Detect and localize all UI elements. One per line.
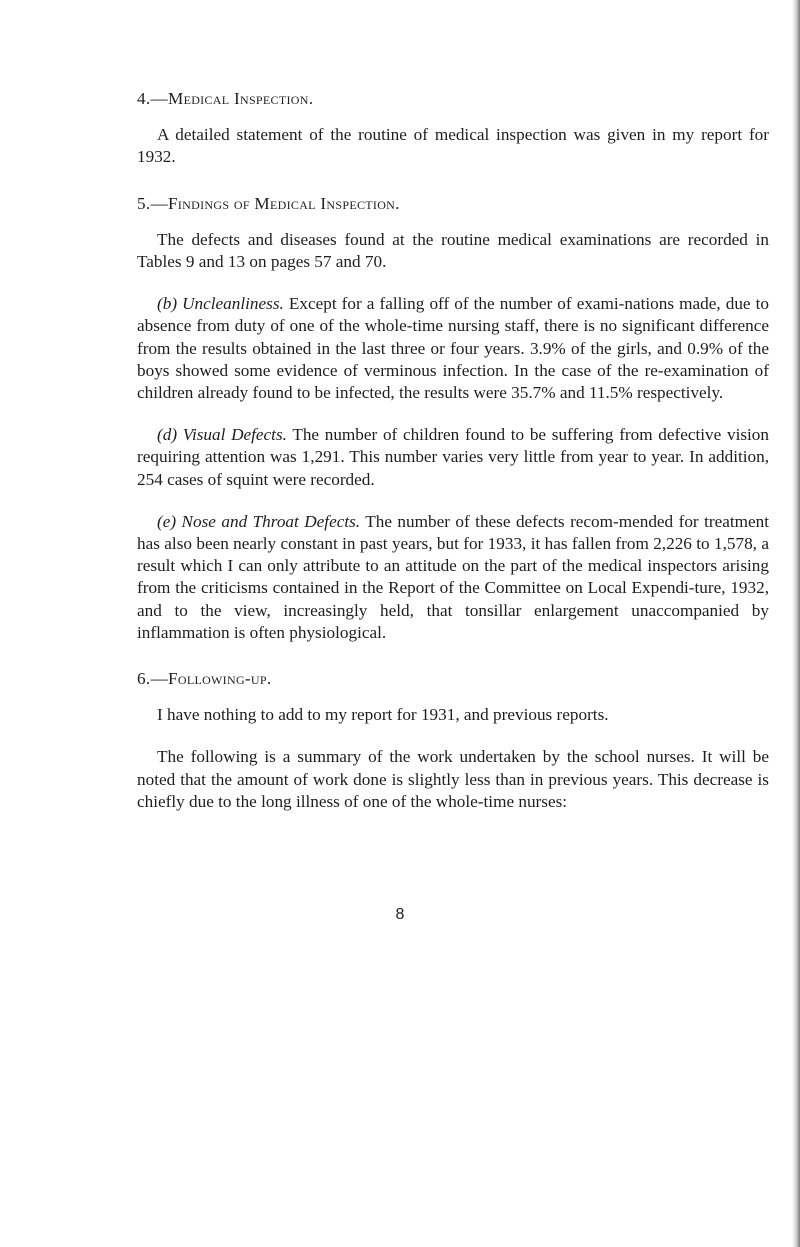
section-4-number: 4. bbox=[137, 89, 151, 108]
uncleanliness-paragraph bbox=[137, 293, 769, 404]
section-6-heading bbox=[137, 668, 769, 690]
section-6-dash: — bbox=[150, 669, 168, 689]
section-4-dash: — bbox=[150, 89, 168, 108]
nose-throat-paragraph bbox=[137, 511, 769, 644]
page-content bbox=[137, 88, 769, 813]
nose-throat-title: Nose and Throat Defects. bbox=[181, 511, 361, 531]
nose-throat-label: (e) bbox=[157, 511, 177, 531]
visual-defects-text: The number of children found to be suffering from defective vision requiring attention was 1,291. This number varies very little from year to year. In addition, 254 cases of squint were recorded. bbox=[137, 425, 769, 489]
page-number: 8 bbox=[395, 906, 405, 923]
section-5-number: 5. bbox=[137, 193, 151, 213]
section-6-paragraph-2: The following is a summary of the work undertaken by the school nurses. It will be noted that the amount of work done is slightly less than in previous years. This decrease is chiefly due to the long illness of one of the whole-time nurses: bbox=[137, 747, 769, 811]
nose-throat-text: The number of these defects recom-mended for treatment has also been nearly constant in past years, but for 1933, it has fallen from 2,226 to 1,578, a result which I can only attribute to an attitude on the part of the medical inspectors arising from the criticisms contained in the Report of the Committee on Local Expendi-ture, 1932, and to the view, increasingly held, that tonsillar enlargement unaccompanied by inflammation is often physiological. bbox=[137, 511, 770, 642]
section-5-dash: — bbox=[150, 193, 168, 213]
visual-defects-paragraph bbox=[137, 424, 769, 491]
section-5-title: Findings of Medical Inspection. bbox=[168, 193, 400, 213]
uncleanliness-title: Uncleanliness. bbox=[182, 294, 284, 314]
uncleanliness-label: (b) bbox=[157, 294, 178, 314]
section-4-title: Medical Inspection. bbox=[168, 89, 314, 108]
section-5-intro: The defects and diseases found at the routine medical examinations are recorded in Tables 9 and 13 on pages 57 and 70. bbox=[137, 229, 769, 272]
visual-defects-label: (d) bbox=[157, 425, 178, 445]
section-6-paragraph-1: I have nothing to add to my report for 1931, and previous reports. bbox=[157, 705, 609, 725]
visual-defects-title: Visual Defects. bbox=[182, 425, 287, 445]
section-5-heading bbox=[137, 193, 769, 215]
section-6-title: Following-up. bbox=[168, 669, 272, 689]
section-4-heading bbox=[137, 88, 769, 110]
section-4-paragraph: A detailed statement of the routine of medical inspection was given in my report for 1932. bbox=[137, 125, 769, 167]
section-6-number: 6. bbox=[137, 669, 151, 689]
page-edge-shadow bbox=[792, 0, 800, 1247]
uncleanliness-text: Except for a falling off of the number of exami-nations made, due to absence from duty of one of the whole-time nursing staff, there is no significant difference from the results obtained in the last three or four years. 3.9% of the girls, and 0.9% of the boys showed some evidence of verminous infection. In the case of the re-examination of children already found to be infected, the results were 35.7% and 11.5% respectively. bbox=[137, 294, 769, 403]
